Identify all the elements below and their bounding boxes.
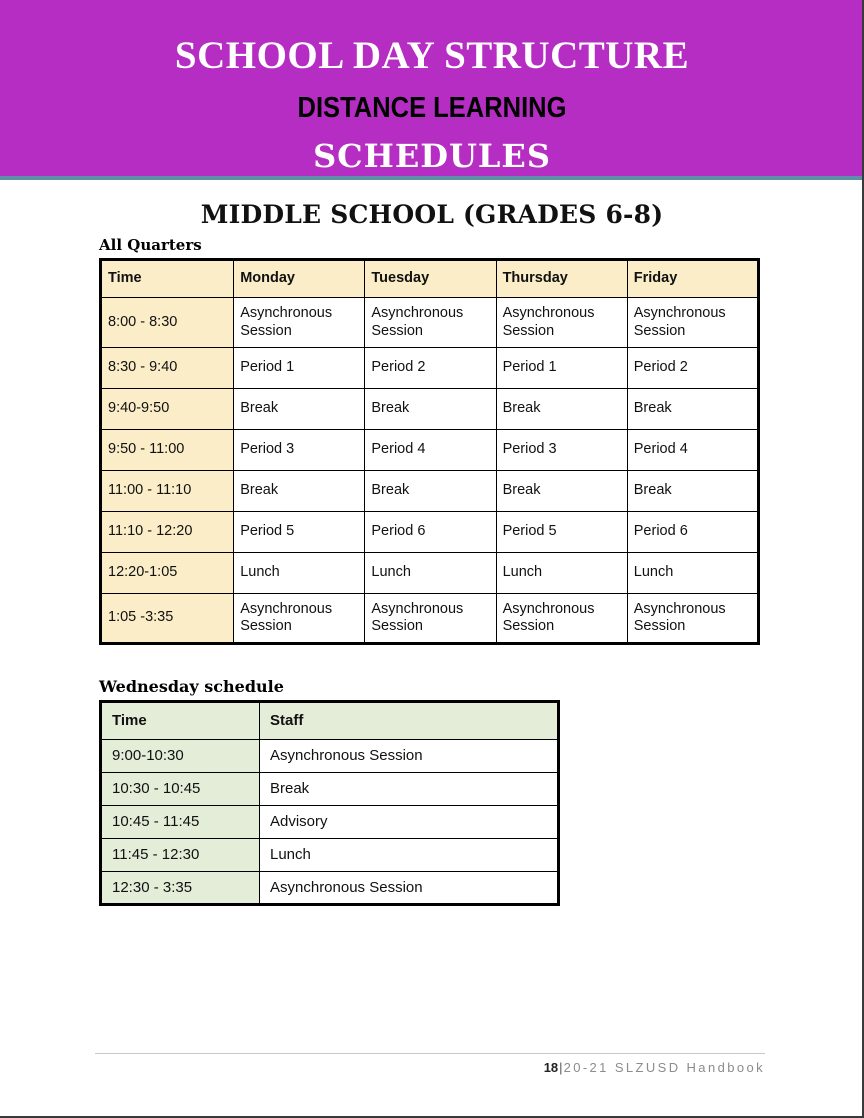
- time-cell: 9:00-10:30: [101, 740, 260, 773]
- activity-cell: Period 5: [234, 512, 365, 553]
- column-header-time: Time: [101, 260, 234, 298]
- activity-cell: Break: [234, 471, 365, 512]
- time-cell: 1:05 -3:35: [101, 594, 234, 644]
- activity-cell: Asynchronous Session: [365, 298, 496, 348]
- activity-cell: Break: [234, 389, 365, 430]
- activity-cell: Break: [627, 471, 758, 512]
- column-header-tuesday: Tuesday: [365, 260, 496, 298]
- activity-cell: Asynchronous Session: [260, 872, 559, 905]
- table-row: [101, 553, 759, 594]
- activity-cell: Period 1: [234, 348, 365, 389]
- column-header-monday: Monday: [234, 260, 365, 298]
- table-row: [101, 773, 559, 806]
- activity-cell: Break: [260, 773, 559, 806]
- time-cell: 12:30 - 3:35: [101, 872, 260, 905]
- table-header-row: [101, 702, 559, 740]
- table-row: [101, 806, 559, 839]
- time-cell: 8:00 - 8:30: [101, 298, 234, 348]
- activity-cell: Break: [496, 471, 627, 512]
- activity-cell: Lunch: [627, 553, 758, 594]
- activity-cell: Break: [365, 471, 496, 512]
- activity-cell: Asynchronous Session: [496, 298, 627, 348]
- table-row: [101, 594, 759, 644]
- activity-cell: Period 3: [234, 430, 365, 471]
- all-quarters-schedule-table: [99, 258, 760, 645]
- activity-cell: Asynchronous Session: [365, 594, 496, 644]
- activity-cell: Period 2: [627, 348, 758, 389]
- footer-separator: |: [559, 1060, 563, 1075]
- activity-cell: Lunch: [234, 553, 365, 594]
- time-cell: 11:45 - 12:30: [101, 839, 260, 872]
- time-cell: 11:00 - 11:10: [101, 471, 234, 512]
- wednesday-schedule-table: [99, 700, 560, 906]
- column-header-friday: Friday: [627, 260, 758, 298]
- activity-cell: Period 6: [365, 512, 496, 553]
- activity-cell: Period 5: [496, 512, 627, 553]
- table-row: [101, 839, 559, 872]
- table-header-row: [101, 260, 759, 298]
- time-cell: 11:10 - 12:20: [101, 512, 234, 553]
- table-row: [101, 348, 759, 389]
- footer: [95, 1059, 765, 1077]
- header-banner: [0, 0, 864, 180]
- all-quarters-caption: All Quarters: [99, 236, 202, 254]
- column-header-thursday: Thursday: [496, 260, 627, 298]
- activity-cell: Asynchronous Session: [260, 740, 559, 773]
- banner-title-primary: SCHOOL DAY STRUCTURE: [174, 34, 690, 77]
- column-header-time: Time: [101, 702, 260, 740]
- table-row: [101, 389, 759, 430]
- table-row: [101, 872, 559, 905]
- activity-cell: Advisory: [260, 806, 559, 839]
- activity-cell: Asynchronous Session: [234, 594, 365, 644]
- banner-title-tertiary: SCHEDULES: [313, 137, 551, 175]
- activity-cell: Asynchronous Session: [627, 594, 758, 644]
- column-header-staff: Staff: [260, 702, 559, 740]
- table-row: [101, 430, 759, 471]
- activity-cell: Period 3: [496, 430, 627, 471]
- time-cell: 9:40-9:50: [101, 389, 234, 430]
- activity-cell: Break: [496, 389, 627, 430]
- footer-label: 20-21 SLZUSD Handbook: [563, 1060, 765, 1075]
- activity-cell: Period 4: [365, 430, 496, 471]
- time-cell: 9:50 - 11:00: [101, 430, 234, 471]
- activity-cell: Period 2: [365, 348, 496, 389]
- wednesday-caption: Wednesday schedule: [99, 677, 284, 696]
- time-cell: 12:20-1:05: [101, 553, 234, 594]
- time-cell: 10:30 - 10:45: [101, 773, 260, 806]
- activity-cell: Period 4: [627, 430, 758, 471]
- activity-cell: Lunch: [260, 839, 559, 872]
- activity-cell: Asynchronous Session: [627, 298, 758, 348]
- time-cell: 8:30 - 9:40: [101, 348, 234, 389]
- banner-title-secondary: DISTANCE LEARNING: [297, 92, 567, 124]
- page-number: 18: [543, 1060, 559, 1075]
- footer-divider: [95, 1053, 765, 1054]
- time-cell: 10:45 - 11:45: [101, 806, 260, 839]
- activity-cell: Break: [365, 389, 496, 430]
- table-row: [101, 512, 759, 553]
- activity-cell: Asynchronous Session: [496, 594, 627, 644]
- activity-cell: Lunch: [365, 553, 496, 594]
- table-row: [101, 740, 559, 773]
- table-row: [101, 298, 759, 348]
- activity-cell: Period 1: [496, 348, 627, 389]
- table-row: [101, 471, 759, 512]
- activity-cell: Lunch: [496, 553, 627, 594]
- activity-cell: Period 6: [627, 512, 758, 553]
- page-title: MIDDLE SCHOOL (GRADES 6-8): [200, 200, 664, 229]
- activity-cell: Asynchronous Session: [234, 298, 365, 348]
- activity-cell: Break: [627, 389, 758, 430]
